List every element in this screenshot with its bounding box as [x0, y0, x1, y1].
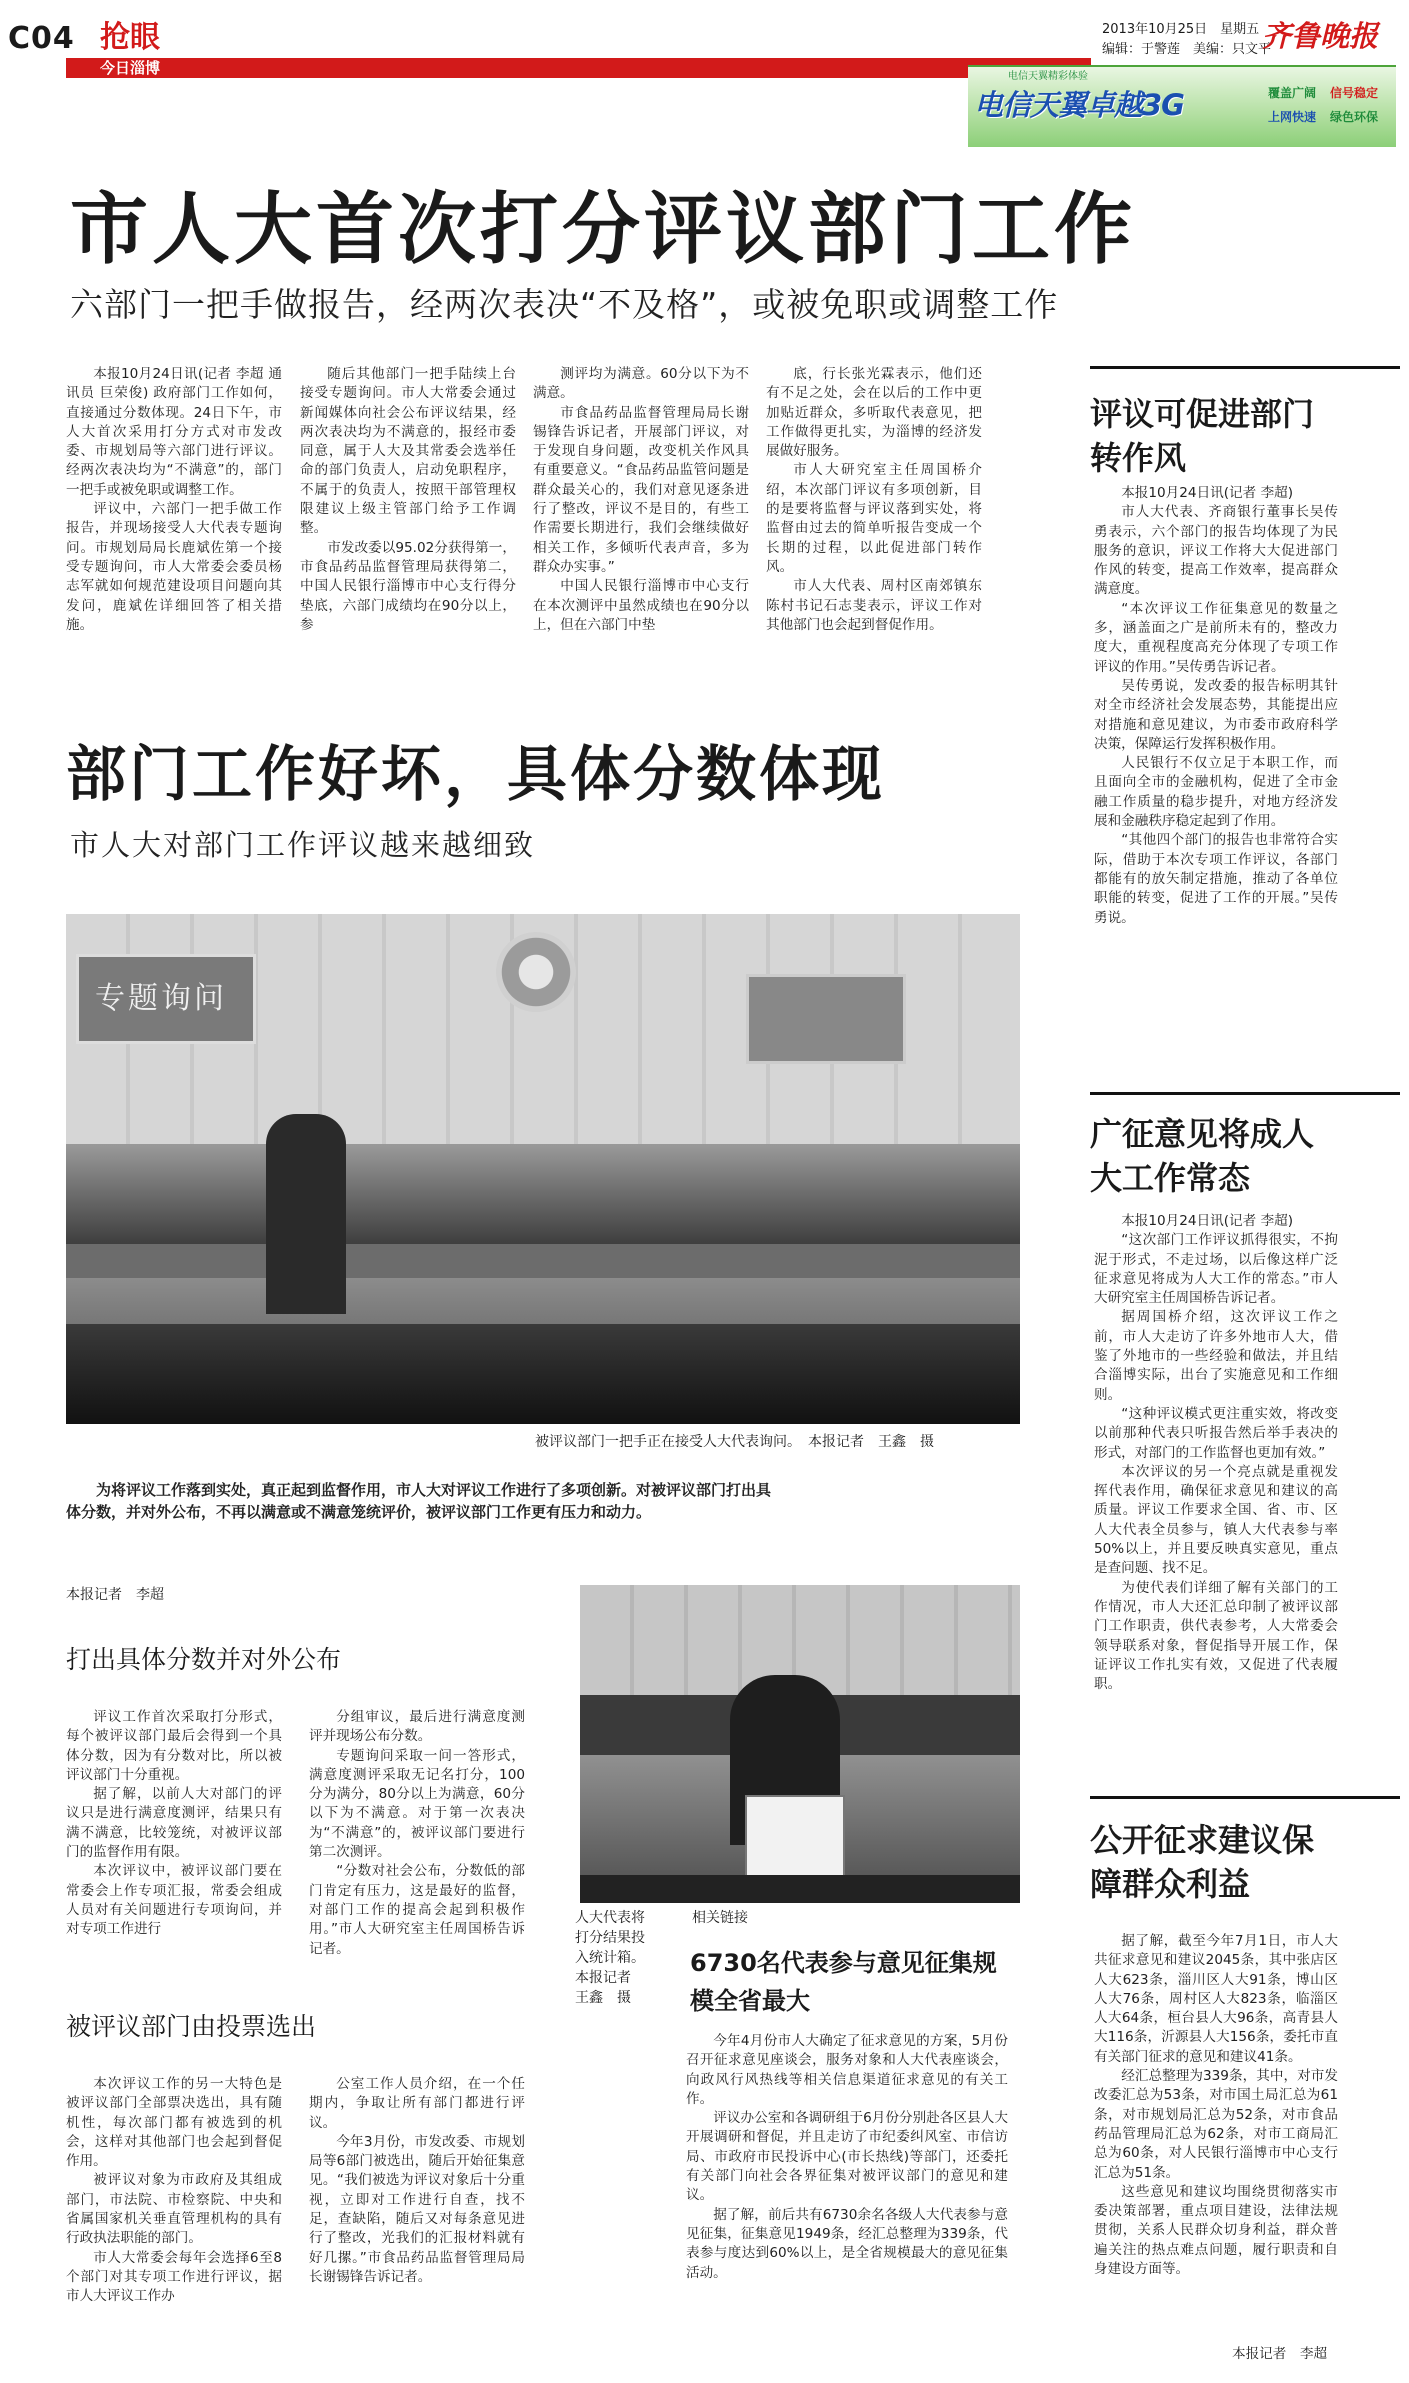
paragraph: 被评议对象为市政府及其组成部门，市法院、市检察院、中央和省属国家机关垂直管理机构的具有行政执法职能的部门。: [66, 2172, 282, 2247]
lead-column-4: [766, 365, 982, 635]
paragraph: 据了解，前后共有6730余名各级人大代表参与意见征集，征集意见1949条，经汇总整理为339条，代表参与度达到60%以上，是全省规模最大的意见征集活动。: [686, 2206, 1008, 2281]
paragraph: 市发改委以95.02分获得第一，市食品药品监督管理局获得第二，中国人民银行淄博市中心支行得分垫底，六部门成绩均在90分以上，参: [300, 539, 516, 633]
ballot-photo-caption: 人大代表将打分结果投入统计箱。 本报记者 王鑫 摄: [575, 1910, 652, 2006]
paragraph: 市人大代表、周村区南郊镇东陈村书记石志斐表示，评议工作对其他部门也会起到督促作用。: [766, 578, 982, 633]
paragraph: 本报10月24日讯(记者 李超 通讯员 巨荣俊) 政府部门工作如何，直接通过分数体现。24日下午，市人大首次采用打分方式对市发改委、市规划局等六部门进行评议。经两次表决均为“不满意”的，部门一把手或被免职或调整工作。: [66, 366, 282, 498]
sidebar-byline: 本报记者 李超: [1232, 2346, 1328, 2362]
vote-column-1: [66, 2075, 282, 2307]
paragraph: 据了解，以前人大对部门的评议只是进行满意度测评，结果只有满不满意，比较笼统，对被评议部门的监督作用有限。: [66, 1786, 282, 1861]
paragraph: 市人大研究室主任周国桥介绍，本次部门评议有多项创新，目的是要将监督与评议落到实处，将监督由过去的简单听报告变成一个长期的过程，以此促进部门转作风。: [766, 462, 982, 575]
national-emblem-icon: [496, 932, 576, 1012]
inquiry-photo: [66, 914, 1020, 1424]
section-title-scores: 打出具体分数并对外公布: [66, 1645, 342, 1674]
telecom-ad: [968, 65, 1396, 147]
paragraph: 专题询问采取一问一答形式，满意度测评采取无记名打分，100分为满分，80分以上为满意，60分以下为不满意。对于第一次表决为“不满意”的，被评议部门要进行第二次测评。: [309, 1747, 525, 1861]
paragraph: 分组审议，最后进行满意度测评并现场公布分数。: [309, 1709, 525, 1745]
lead-subhead: 六部门一把手做报告，经两次表决“不及格”，或被免职或调整工作: [70, 285, 1059, 324]
lead-headline: 市人大首次打分评议部门工作: [70, 185, 1137, 275]
paragraph: 本次评议工作的另一大特色是被评议部门全部票决选出，具有随机性，每次部门都有被选到的机会，这样对其他部门也会起到督促作用。: [66, 2076, 282, 2170]
paragraph: 随后其他部门一把手陆续上台接受专题询问。市人大常委会通过新闻媒体向社会公布评议结果，经两次表决均为不满意的，报经市委同意，属于人大及其常委会选举任命的部门负责人，启动免职程序，不属于的负责人，按照干部管理权限建议上级主管部门给予工作调整。: [300, 366, 516, 537]
section-name: 抢眼: [100, 20, 160, 55]
paragraph: 评议办公室和各调研组于6月份分别赴各区县人大开展调研和督促，并且走访了市纪委纠风室、市信访局、市政府市民投诉中心(市长热线)等部门，还委托有关部门向社会各界征集对被评议部门的意见和建议。: [686, 2110, 1008, 2204]
paragraph: 评议工作首次采取打分形式，每个被评议部门最后会得到一个具体分数，因为有分数对比，所以被评议部门十分重视。: [66, 1709, 282, 1783]
sidebar-title-3: 公开征求建议保障群众利益: [1090, 1821, 1315, 1903]
paragraph: 测评均为满意。60分以下为不满意。: [533, 366, 749, 402]
subsection-label: 今日淄博: [100, 59, 161, 77]
paragraph: 市人大代表、齐商银行董事长吴传勇表示，六个部门的报告均体现了为民服务的意识，评议工作将大大促进部门作风的转变，提高工作效率，提高群众满意度。: [1094, 504, 1338, 598]
scores-column-1: [66, 1708, 282, 1940]
paragraph: 本次评议的另一个亮点就是重视发挥代表作用，确保征求意见和建议的高质量。评议工作要求全国、省、市、区人大代表全员参与，镇人大代表参与率50%以上，并且要反映真实意见，重点是查问题、找不足。: [1094, 1463, 1338, 1577]
inquiry-sign: [76, 954, 256, 1044]
paragraph: 本报10月24日讯(记者 李超): [1121, 1213, 1294, 1229]
paragraph: 为使代表们详细了解有关部门的工作情况，市人大还汇总印制了被评议部门工作职责，供代表参考，人大常委会领导联系对象，督促指导开展工作，保证评议工作扎实有效，又促进了代表履职。: [1094, 1579, 1338, 1693]
second-intro: 为将评议工作落到实处，真正起到监督作用，市人大对评议工作进行了多项创新。对被评议部门打出具体分数，并对外公布，不再以满意或不满意笼统评价，被评议部门工作更有压力和动力。: [66, 1481, 772, 1521]
paragraph: 今年3月份，市发改委、市规划局等6部门被选出，随后开始征集意见。“我们被选为评议对象后十分重视，立即对工作进行自查，找不足，查缺陷，随后又对每条意见进行了整改，光我们的汇报材料就有好几摞。”市食品药品监督管理局局长谢锡锋告诉记者。: [309, 2133, 525, 2285]
paragraph: “其他四个部门的报告也非常符合实际，借助于本次专项工作评议，各部门都能有的放矢制定措施，推动了各单位职能的转变，促进了工作的开展。”吴传勇说。: [1094, 832, 1338, 926]
sidebar-title-1: 评议可促进部门转作风: [1090, 395, 1315, 477]
paragraph: 中国人民银行淄博市中心支行在本次测评中虽然成绩也在90分以上，但在六部门中垫: [533, 578, 749, 633]
paragraph: 据周国桥介绍，这次评议工作之前，市人大走访了许多外地市人大，借鉴了外地市的一些经验和做法，并且结合淄博实际，出台了实施意见和工作细则。: [1094, 1309, 1338, 1403]
paper-name: 齐鲁晚报: [1262, 19, 1379, 53]
sidebar-body-3: [1094, 1932, 1338, 2279]
ad-feature-2: 信号稳定: [1330, 86, 1379, 100]
related-title: 6730名代表参与意见征集规模全省最大: [690, 1949, 997, 2015]
paragraph: 据了解，截至今年7月1日，市人大共征求意见和建议2045条，其中张店区人大623条，淄川区人大91条，博山区人大76条，周村区人大823条，临淄区人大64条，桓台县人大96条，高青县人大116条，沂源县人大156条，委托市直有关部门征求的意见和建议41条。: [1094, 1933, 1338, 2065]
lead-column-1: [66, 365, 282, 635]
ad-feature-4: 绿色环保: [1330, 110, 1379, 124]
paragraph: “分数对社会公布，分数低的部门肯定有压力，这是最好的监督，对部门工作的提高会起到积极作用。”市人大研究室主任周国桥告诉记者。: [309, 1863, 525, 1957]
ad-small-top: 电信天翼精彩体验: [1008, 71, 1088, 82]
related-label: 相关链接: [686, 1908, 754, 1928]
inquiry-sign-text: 专题询问: [95, 981, 227, 1016]
related-body: [686, 2032, 1008, 2283]
lead-column-2: [300, 365, 516, 635]
date-line: 2013年10月25日 星期五: [1102, 22, 1260, 37]
paragraph: 市食品药品监督管理局局长谢锡锋告诉记者，开展部门评议，对于发现自身问题，改变机关作风具有重要意义。“食品药品监管问题是群众最关心的，我们对意见逐条进行了整改，评议不是目的，有些工作需要长期进行，我们会继续做好相关工作，多倾听代表声音，多为群众办实事。”: [533, 404, 749, 575]
paragraph: 本报10月24日讯(记者 李超): [1121, 485, 1294, 501]
paragraph: “这种评议模式更注重实效，将改变以前那种代表只听报告然后举手表决的形式，对部门的工作监督也更加有效。”: [1094, 1405, 1338, 1461]
ad-feature-1: 覆盖广阔: [1268, 86, 1317, 100]
ad-tagline: 电信天翼卓越3G: [974, 88, 1184, 122]
paragraph: 公室工作人员介绍，在一个任期内，争取让所有部门都进行评议。: [309, 2076, 525, 2131]
paragraph: 底，行长张光霖表示，他们还有不足之处，会在以后的工作中更加贴近群众，多听取代表意见，把工作做得更扎实，为淄博的经济发展做好服务。: [766, 366, 982, 460]
paragraph: “这次部门工作评议抓得很实，不拘泥于形式，不走过场，以后像这样广泛征求意见将成为人大工作的常态。”市人大研究室主任周国桥告诉记者。: [1094, 1232, 1338, 1307]
page-number: C04: [8, 21, 75, 56]
paragraph: 市人大常委会每年会选择6至8个部门对其专项工作进行评议，据市人大评议工作办: [66, 2249, 282, 2305]
second-byline: 本报记者 李超: [66, 1587, 164, 1603]
paragraph: 人民银行不仅立足于本职工作，而且面向全市的金融机构，促进了全市金融工作质量的稳步提升，对地方经济发展和金融秩序稳定起到了作用。: [1094, 755, 1338, 830]
section-title-vote: 被评议部门由投票选出: [66, 2012, 317, 2041]
paragraph: 经汇总整理为339条，其中，对市发改委汇总为53条，对市国土局汇总为61条，对市规划局汇总为52条，对市食品药品管理局汇总为62条，对市工商局汇总为60条，对人民银行淄博市中心支行汇总为51条。: [1094, 2068, 1338, 2181]
paragraph: 评议中，六部门一把手做工作报告，并现场接受人大代表专题询问。市规划局局长鹿斌佐第一个接受专题询问，市人大常委会委员杨志军就如何规范建设项目问题向其发问，鹿斌佐详细回答了相关措施。: [66, 501, 282, 633]
subsection-bar: [66, 58, 1091, 78]
inquiry-photo-caption: 被评议部门一把手正在接受人大代表询问。 本报记者 王鑫 摄: [535, 1434, 934, 1450]
second-subhead: 市人大对部门工作评议越来越细致: [70, 828, 536, 862]
paragraph: 今年4月份市人大确定了征求意见的方案，5月份召开征求意见座谈会，服务对象和人大代表座谈会，向政风行风热线等相关信息渠道征求意见的有关工作。: [686, 2033, 1008, 2107]
ballot-box: [745, 1795, 845, 1880]
editors-line: 编辑：于警莲 美编：只文平: [1102, 42, 1272, 57]
paragraph: “本次评议工作征集意见的数量之多，涵盖面之广是前所未有的，整改力度大，重视程度高充分体现了专项工作评议的作用。”吴传勇告诉记者。: [1094, 600, 1338, 675]
ballot-photo: [580, 1585, 1020, 1903]
second-headline: 部门工作好坏，具体分数体现: [66, 740, 885, 810]
paragraph: 这些意见和建议均围绕贯彻落实市委决策部署，重点项目建设，法律法规贯彻，关系人民群众切身利益，群众普遍关注的热点难点问题，履行职责和自身建设方面等。: [1094, 2183, 1338, 2278]
sidebar-title-2: 广征意见将成人大工作常态: [1090, 1115, 1315, 1197]
sidebar-body-2: [1094, 1212, 1338, 1694]
sidebar-body-1: [1094, 484, 1338, 928]
ad-feature-3: 上网快速: [1268, 110, 1317, 124]
lead-column-3: [533, 365, 749, 635]
paragraph: 本次评议中，被评议部门要在常委会上作专项汇报，常委会组成人员对有关问题进行专项询问，并对专项工作进行: [66, 1863, 282, 1938]
paragraph: 吴传勇说，发改委的报告标明其针对全市经济社会发展态势，其能提出应对措施和意见建议，为市委市政府科学决策，保障运行发挥积极作用。: [1094, 677, 1338, 752]
scores-column-2: [309, 1708, 525, 1959]
vote-column-2: [309, 2075, 525, 2287]
